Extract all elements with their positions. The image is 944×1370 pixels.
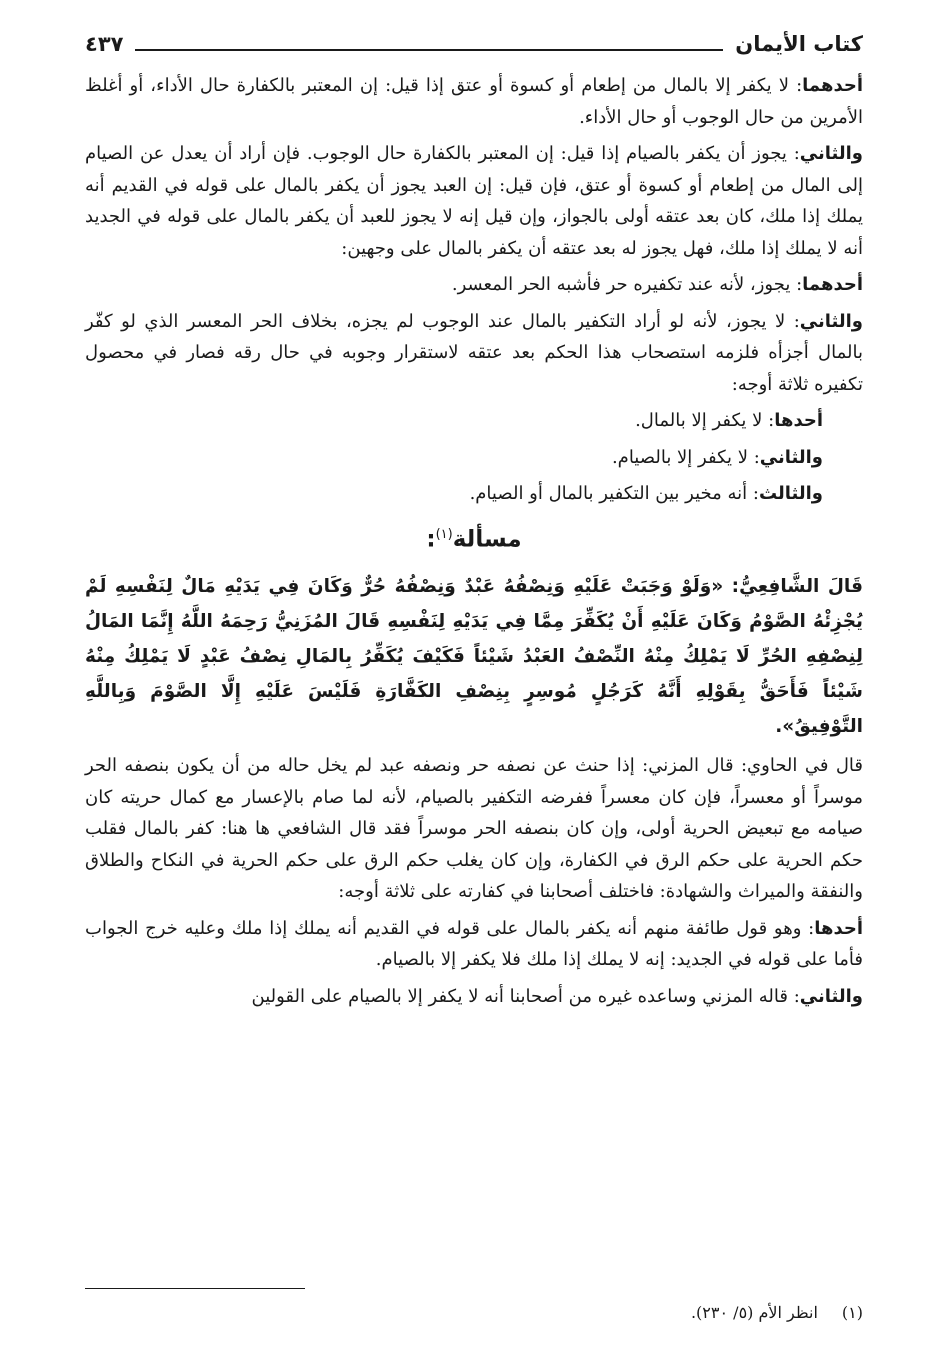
option-item [85,478,863,510]
footnote [85,1300,863,1326]
page-number: ٤٣٧ [85,32,124,56]
option-lead: والثاني [759,446,823,468]
header-rule [135,49,723,51]
footnote-text: انظر الأم (٥/ ٢٣٠). [690,1303,818,1322]
document-page [85,22,863,1017]
section-heading-title: مسألة [452,526,522,553]
paragraph-text: : يجوز، لأنه عند تكفيره حر فأشبه الحر المعسر. [451,274,803,295]
footnote-rule [85,1288,305,1289]
option-lead: أحدها [774,410,823,431]
quoted-text: قَالَ الشَّافِعِيُّ: «وَلَوْ وَجَبَتْ عَلَيْهِ وَنِصْفُهُ عَبْدٌ وَنِصْفُهُ حُرٌّ وَكَانَ فِي يَدَيْهِ مَالٌ لِنَفْسِهِ لَمْ يُجْزِئْهُ الصَّوْمُ وَكَانَ عَلَيْهِ أَنْ يُكَفِّرَ مِمَّا فِي يَدَيْهِ لِنَفْسِهِ قَالَ المُزَنِيُّ رَحِمَهُ اللَّهُ إِنَّمَا المَالُ لِنِصْفِهِ الحُرِّ لَا يَمْلِكُ مِنْهُ النِّصْفُ العَبْدُ شَيْئاً فَكَيْفَ يُكَفِّرُ بِالمَالِ نِصْفُ عَبْدٍ لَا يَمْلِكُ مِنْهُ شَيْئاً فَأَحَقُّ بِقَوْلِهِ أَنَّهُ كَرَجُلٍ مُوسِرٍ بِنِصْفِ الكَفَّارَةِ فَلَيْسَ عَلَيْهِ إِلَّا الصَّوْمَ وَبِاللَّهِ التَّوْفِيقُ». [85,576,863,738]
commentary-lead: أحدها [814,917,863,939]
book-title: كتاب الأيمان [735,32,863,56]
paragraph [85,138,863,264]
footnote-number: (١) [841,1303,863,1322]
commentary-paragraph [85,981,863,1013]
commentary-text: : وهو قول طائفة منهم أنه يكفر بالمال على قوله في القديم أنه يملك إذا ملك وعليه خرج الجواب فأما على قوله في الجديد: إنه لا يملك إذا ملك فلا يكفر إلا بالصيام. [85,917,863,971]
paragraph [85,306,863,401]
section-heading [85,515,863,560]
commentary-lead: والثاني [799,985,863,1007]
option-text: : لا يكفر إلا بالصيام. [611,446,760,468]
paragraph-text: : يجوز أن يكفر بالصيام إذا قيل: إن المعتبر بالكفارة حال الوجوب. فإن أراد أن يعدل عن الصيام إلى المال من إطعام أو كسوة أو عتق، فإن قيل: إن العبد يجوز أن يكفر بالمال على قوله في القديم أنه يملك إذا ملك، كان بعد عتقه أولى بالجواز، وإن قيل إنه لا يجوز للعبد أن يكفر بالمال على قوله في الجديد أنه لا يملك إذا ملك، فهل يجوز له بعد عتقه أن يكفر بالمال على وجهين: [85,143,863,259]
option-item [85,442,863,474]
section-heading-colon: : [426,526,436,553]
commentary-text: : قاله المزني وساعده غيره من أصحابنا أنه لا يكفر إلا بالصيام على القولين [251,985,800,1007]
paragraph-lead: أحدهما [802,274,863,295]
paragraph-lead: والثاني [799,310,863,332]
commentary-text: قال في الحاوي: قال المزني: إذا حنث عن نصفه حر ونصفه عبد لم يخل حاله من أن يكون بنصفه الحر موسراً أو معسراً، فإن كان معسراً ففرضه التكفير بالصيام، لأنه لما صام بالإعسار مع كمال حريته كان صيامه مع تبعيض الحرية أولى، وإن كان بنصفه الحر موسراً فقد قال الشافعي ها هنا: كفر بالمال فقلب حكم الحرية على حكم الرق في الكفارة، وإن كان يغلب حكم الرق على حكم الحرية في النكاح والطلاق والنفقة والميراث والشهادة: فاختلف أصحابنا في كفارته على ثلاثة أوجه: [85,755,863,903]
option-lead: والثالث [758,483,823,504]
paragraph-text: : لا يجوز، لأنه لو أراد التكفير بالمال عند الوجوب لم يجزه، بخلاف الحر المعسر الذي لو كفّر بالمال أجزأه فلزمه استصحاب هذا الحكم بعد عتقه لاستقرار وجوبه في حال رقه فصار في محصول تكفيره ثلاثة أوجه: [85,310,863,395]
paragraph [85,269,863,301]
running-header [85,22,863,66]
option-item [85,405,863,437]
paragraph-lead: والثاني [799,143,863,164]
commentary-paragraph [85,913,863,976]
option-text: : لا يكفر إلا بالمال. [635,410,775,431]
footnote-reference: (١) [435,526,453,542]
option-text: : أنه مخير بين التكفير بالمال أو الصيام. [469,483,759,504]
commentary-paragraph [85,750,863,908]
paragraph-lead: أحدهما [802,75,863,96]
paragraph [85,70,863,133]
paragraph-text: : لا يكفر إلا بالمال من إطعام أو كسوة أو عتق إذا قيل: إن المعتبر بالكفارة حال الأداء، أو أغلظ الأمرين من حال الوجوب أو حال الأداء. [85,75,863,128]
